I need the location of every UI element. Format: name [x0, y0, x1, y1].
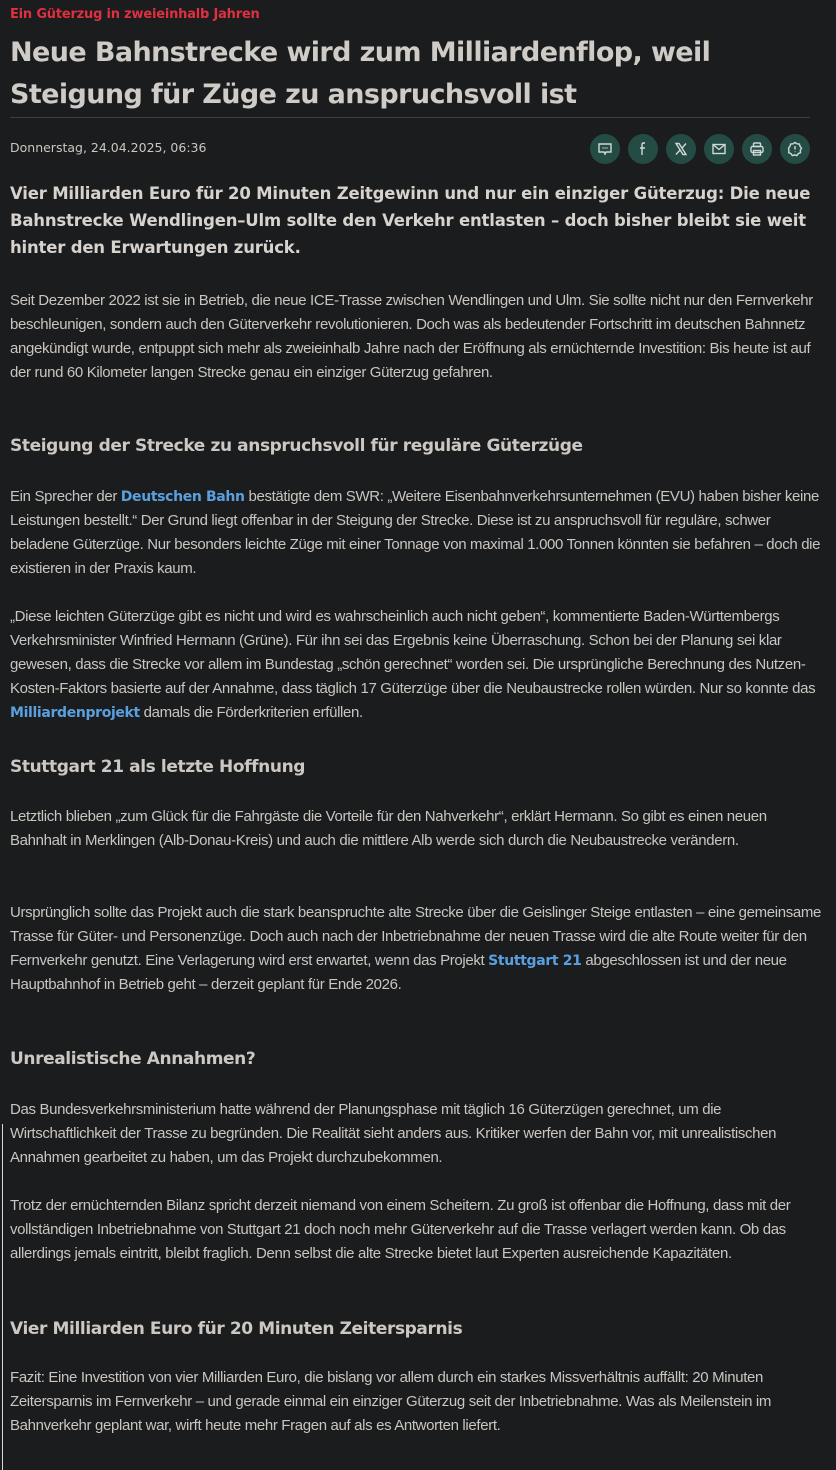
paragraph	[10, 485, 825, 581]
share-bar	[590, 134, 810, 164]
link-deutsche-bahn[interactable]: Deutschen Bahn	[120, 489, 245, 505]
text: Ursprünglich sollte das Projekt auch die stark beanspruchte alte Strecke über die Geislinger Steige entlasten – eine gemeinsame Trasse für Güter- und Personenzüge. Doch auch nach der Inbetriebnahme der neuen Trasse wird die alte Route weiter für den Fernverkehr genutzt. Eine Verlagerung wird erst erwartet, wenn das Projekt	[10, 904, 822, 969]
report-icon	[787, 141, 803, 157]
paragraph: Fazit: Eine Investition von vier Milliarden Euro, die bislang vor allem durch ein starkes Missverhältnis auffällt: 20 Minuten Zeitersparnis im Fernverkehr – und gerade einmal ein einziger Güterzug seit der Inbetriebnahme. Was als Meilenstein im Bahnverkehr geplant war, wirft heute mehr Fragen auf als es Antworten liefert.	[10, 1369, 772, 1434]
print-button[interactable]	[742, 134, 772, 164]
publish-date: Donnerstag, 24.04.2025, 06:36	[10, 140, 207, 155]
print-icon	[749, 141, 765, 157]
text: „Diese leichten Güterzüge gibt es nicht und wird es wahrscheinlich auch nicht geben“, kommentierte Baden-Württembergs Verkehrsminister Winfried Hermann (Grüne). Für ihn sei das Ergebnis keine Überraschung. Schon bei der Planung sei klar gewesen, dass die Strecke vor allem im Bundestag „schön gerechnet“ worden sei. Die ursprüngliche Berechnung des Nutzen-Kosten-Faktors basierte auf der Annahme, dass täglich 17 Güterzüge über die Neubaustrecke rollen würden. Nur so konnte das	[10, 608, 816, 697]
paragraph: Das Bundesverkehrsministerium hatte während der Planungsphase mit täglich 16 Güterzügen gerechnet, um die Wirtschaftlichkeit der Trasse zu begründen. Die Realität sieht anders aus. Kritiker werfen der Bahn vor, mit unrealistischen Annahmen gearbeitet zu haben, um das Projekt durchzubekommen.	[10, 1101, 777, 1166]
article-kicker: Ein Güterzug in zweieinhalb Jahren	[10, 7, 260, 22]
facebook-icon	[635, 141, 651, 157]
link-stuttgart-21[interactable]: Stuttgart 21	[488, 953, 582, 969]
text: Ein Sprecher der	[10, 488, 121, 505]
paragraph: Letztlich blieben „zum Glück für die Fahrgäste die Vorteile für den Nahverkehr“, erklärt Hermann. So gibt es einen neuen Bahnhalt in Merklingen (Alb-Donau-Kreis) und auch die mittlere Alb werde sich durch die Neubaustrecke verändern.	[10, 808, 767, 849]
paragraph: Trotz der ernüchternden Bilanz spricht derzeit niemand von einem Scheitern. Zu groß ist offenbar die Hoffnung, dass mit der vollständigen Inbetriebnahme von Stuttgart 21 doch noch mehr Güterverkehr auf die Trasse verlagert werden kann. Ob das allerdings jemals eintritt, bleibt fraglich. Denn selbst die alte Strecke bietet laut Experten ausreichende Kapazitäten.	[10, 1197, 791, 1262]
page-title: Neue Bahnstrecke wird zum Milliardenflop, weil Steigung für Züge zu anspruchsvoll ist	[10, 37, 711, 110]
section-heading: Steigung der Strecke zu anspruchsvoll für reguläre Güterzüge	[10, 436, 583, 456]
report-button[interactable]	[780, 134, 810, 164]
divider	[10, 117, 810, 118]
paragraph	[10, 605, 825, 725]
text: abgeschlossen ist und der neue Hauptbahnhof in Betrieb geht – derzeit geplant für Ende 2026.	[10, 952, 787, 993]
section-heading: Unrealistische Annahmen?	[10, 1049, 256, 1069]
text: bestätigte dem SWR: „Weitere Eisenbahnverkehrsunternehmen (EVU) haben bisher keine Leistungen bestellt.“ Der Grund liegt offenbar in der Steigung der Strecke. Diese ist zu anspruchsvoll für reguläre, schwer beladene Güterzüge. Nur besonders leichte Züge mit einer Tonnage von maximal 1.000 Tonnen könnten sie befahren – doch die existieren in der Praxis kaum.	[10, 488, 821, 577]
x-icon	[673, 141, 689, 157]
text: damals die Förderkriterien erfüllen.	[139, 704, 363, 721]
section-heading: Stuttgart 21 als letzte Hoffnung	[10, 757, 306, 777]
article-lead: Vier Milliarden Euro für 20 Minuten Zeitgewinn und nur ein einziger Güterzug: Die neue Bahnstrecke Wendlingen–Ulm sollte den Verkehr entlasten – doch bisher bleibt sie weit hinter den Erwartungen zurück.	[10, 184, 811, 257]
comment-button[interactable]	[590, 134, 620, 164]
paragraph	[10, 901, 825, 997]
link-milliardenprojekt[interactable]: Milliardenprojekt	[10, 705, 140, 721]
paragraph: Seit Dezember 2022 ist sie in Betrieb, die neue ICE-Trasse zwischen Wendlingen und Ulm. Sie sollte nicht nur den Fernverkehr beschleunigen, sondern auch den Güterverkehr revolutionieren. Doch was als bedeutender Fortschritt im deutschen Bahnnetz angekündigt wurde, entpuppt sich mehr als zweieinhalb Jahre nach der Eröffnung als ernüchternde Investition: Bis heute ist auf der rund 60 Kilometer langen Strecke genau ein einziger Güterzug gefahren.	[10, 292, 813, 381]
text-cursor-line	[2, 1124, 3, 1470]
x-share-button[interactable]	[666, 134, 696, 164]
mail-share-button[interactable]	[704, 134, 734, 164]
section-heading: Vier Milliarden Euro für 20 Minuten Zeitersparnis	[10, 1319, 463, 1339]
comment-icon	[597, 141, 613, 157]
mail-icon	[711, 141, 727, 157]
facebook-share-button[interactable]	[628, 134, 658, 164]
